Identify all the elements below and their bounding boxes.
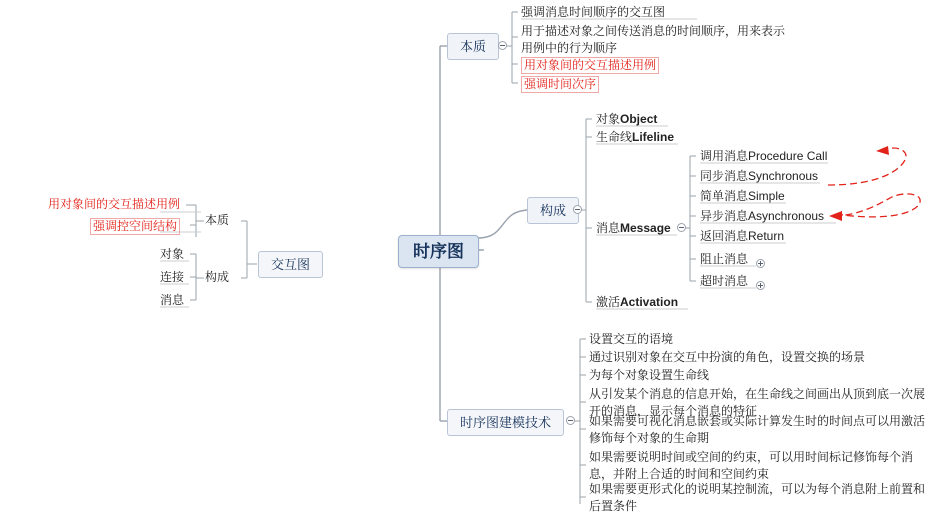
- leaf-lifeline[interactable]: 生命线Lifeline: [596, 130, 675, 144]
- minimap-leaf-1[interactable]: 用对象间的交互描述用例: [48, 197, 181, 211]
- leaf-block-message[interactable]: 阻止消息: [700, 252, 749, 266]
- leaf-timeout-message[interactable]: 超时消息: [700, 274, 749, 288]
- leaf-synchronous[interactable]: 同步消息Synchronous: [700, 169, 819, 183]
- leaf-return[interactable]: 返回消息Return: [700, 229, 785, 243]
- leaf-simple[interactable]: 简单消息Simple: [700, 189, 785, 203]
- leaf-modeling-5[interactable]: 如果需要可视化消息嵌套或实际计算发生时的时间点可以用激活修饰每个对象的生命期: [589, 414, 926, 445]
- toggle-message[interactable]: [677, 223, 686, 232]
- minimap-leaf-4[interactable]: 连接: [160, 270, 185, 284]
- leaf-benzhi-1[interactable]: 强调消息时间顺序的交互图: [521, 5, 666, 19]
- leaf-modeling-3[interactable]: 为每个对象设置生命线: [589, 368, 710, 382]
- leaf-benzhi-2[interactable]: 用于描述对象之间传送消息的时间顺序，用来表示用例中的行为顺序: [521, 24, 786, 55]
- leaf-benzhi-4[interactable]: 强调时间次序: [521, 76, 599, 93]
- toggle-branch-gouchen[interactable]: [573, 205, 582, 214]
- toggle-timeout-message[interactable]: [756, 281, 765, 290]
- minimap-branch-gouchen[interactable]: 构成: [205, 270, 230, 284]
- minimap-leaf-3[interactable]: 对象: [160, 247, 185, 261]
- leaf-modeling-1[interactable]: 设置交互的语境: [589, 332, 674, 346]
- leaf-message[interactable]: 消息Message: [596, 221, 671, 235]
- minimap-leaf-5[interactable]: 消息: [160, 293, 185, 307]
- toggle-block-message[interactable]: [756, 259, 765, 268]
- leaf-procedure-call[interactable]: 调用消息Procedure Call: [700, 149, 828, 163]
- leaf-benzhi-3[interactable]: 用对象间的交互描述用例: [521, 57, 659, 74]
- toggle-branch-benzhi[interactable]: [498, 41, 507, 50]
- branch-本质[interactable]: 本质: [447, 33, 499, 60]
- minimap-center-交互图[interactable]: 交互图: [258, 251, 323, 278]
- minimap-leaf-2[interactable]: 强调控空间结构: [90, 218, 180, 235]
- leaf-object[interactable]: 对象Object: [596, 112, 658, 126]
- leaf-modeling-6[interactable]: 如果需要说明时间或空间的约束，可以用时间标记修饰每个消息，并附上合适的时间和空间约束: [589, 450, 914, 481]
- toggle-branch-modeling[interactable]: [566, 416, 575, 425]
- leaf-modeling-2[interactable]: 通过识别对象在交互中扮演的角色，设置交换的场景: [589, 350, 866, 364]
- branch-modeling-technique[interactable]: 时序图建模技术: [447, 409, 564, 436]
- leaf-activation[interactable]: 激活Activation: [596, 295, 679, 309]
- minimap-branch-benzhi[interactable]: 本质: [205, 213, 230, 227]
- leaf-modeling-7[interactable]: 如果需要更形式化的说明某控制流，可以为每个消息附上前置和后置条件: [589, 482, 926, 513]
- root-node[interactable]: 时序图: [398, 235, 479, 268]
- branch-构成[interactable]: 构成: [527, 197, 579, 224]
- leaf-modeling-4[interactable]: 从引发某个消息的信息开始，在生命线之间画出从顶到底一次展开的消息，显示每个消息的特征: [589, 387, 926, 418]
- leaf-asynchronous[interactable]: 异步消息Asynchronous: [700, 209, 825, 223]
